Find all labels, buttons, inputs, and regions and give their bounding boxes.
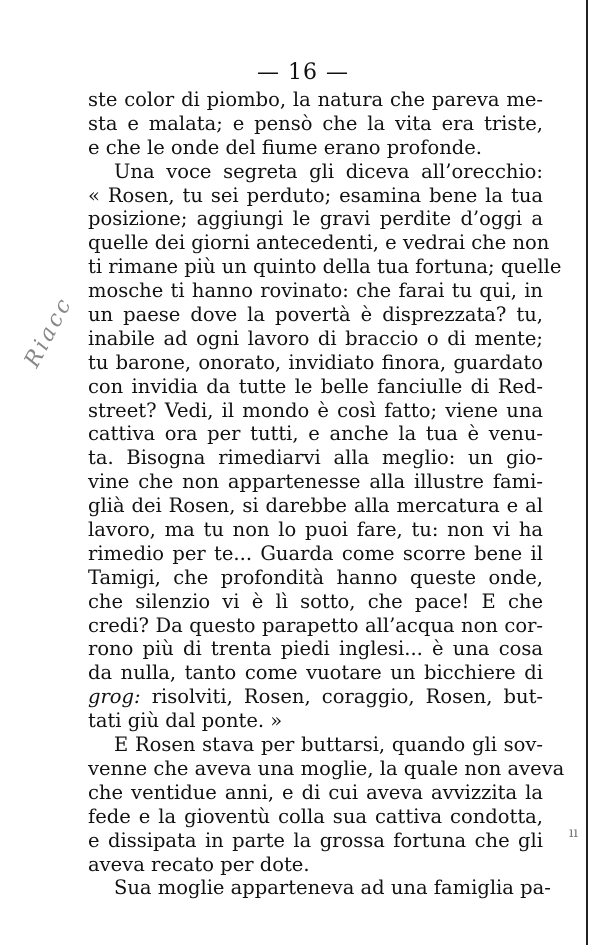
pencil-margin-note: Riacc: [20, 292, 78, 372]
text-fragment: risolviti, Rosen, coraggio, Rosen, but-: [140, 685, 543, 709]
page-number: — 16 —: [257, 60, 349, 85]
text-line: ta. Bisogna rimediarvi alla meglio: un gio-: [88, 446, 543, 470]
text-line: Una voce segreta gli diceva all’orecchio:: [114, 159, 543, 183]
margin-mark: ıı: [569, 825, 578, 841]
text-line: sta e malata; e pensò che la vita era triste,: [88, 111, 543, 135]
text-line: aveva recato per dote.: [88, 852, 310, 876]
text-line: tu barone, onorato, invidiato finora, guardato: [88, 350, 543, 374]
text-line: street? Vedi, il mondo è così fatto; viene una: [88, 398, 543, 422]
text-line: rimedio per te... Guarda come scorre bene il: [88, 541, 543, 565]
text-line: posizione; aggiungi le gravi perdite d’oggi a: [88, 207, 543, 231]
text-line: un paese dove la povertà è disprezzata? tu,: [88, 303, 543, 327]
text-line: fede e la gioventù colla sua cattiva condotta,: [88, 804, 543, 828]
text-line: vine che non appartenesse alla illustre fami-: [88, 470, 543, 494]
text-line: Tamigi, che profondità hanno queste onde,: [88, 565, 543, 589]
text-line: che silenzio vi è lì sotto, che pace! E che: [88, 589, 543, 613]
text-line: ti rimane più un quinto della tua fortuna; quelle: [88, 255, 562, 279]
text-line: con invidia da tutte le belle fanciulle di Red-: [88, 374, 543, 398]
text-line: che ventidue anni, e di cui aveva avvizzita la: [88, 780, 543, 804]
text-line: e dissipata in parte la grossa fortuna che gli: [88, 828, 543, 852]
text-line: rono più di trenta piedi inglesi... è una cosa: [88, 637, 543, 661]
text-line: Sua moglie apparteneva ad una famiglia pa-: [114, 876, 551, 900]
text-line: [88, 685, 543, 709]
italic-word: grog:: [88, 685, 141, 709]
text-line: tati giù dal ponte. »: [88, 709, 283, 733]
text-line: cattiva ora per tutti, e anche la tua è venu-: [88, 422, 543, 446]
text-line: mosche ti hanno rovinato: che farai tu qui, in: [88, 279, 543, 303]
text-line: lavoro, ma tu non lo puoi fare, tu: non vi ha: [88, 518, 543, 542]
page-edge-line: [586, 0, 588, 945]
text-line: venne che aveva una moglie, la quale non aveva: [88, 756, 565, 780]
text-line: e che le onde del fiume erano profonde.: [88, 135, 482, 159]
text-line: E Rosen stava per buttarsi, quando gli sov-: [114, 733, 543, 757]
text-line: inabile ad ogni lavoro di braccio o di mente;: [88, 326, 543, 350]
text-line: glià dei Rosen, si darebbe alla mercatura e al: [88, 494, 543, 518]
text-line: quelle dei giorni antecedenti, e vedrai che non: [88, 231, 550, 255]
text-line: « Rosen, tu sei perduto; esamina bene la tua: [88, 183, 543, 207]
text-line: da nulla, tanto come vuotare un bicchiere di: [88, 661, 543, 685]
body-text: [88, 88, 565, 900]
text-line: ste color di piombo, la natura che pareva me-: [88, 88, 543, 111]
text-line: credi? Da questo parapetto all’acqua non cor-: [88, 613, 543, 637]
